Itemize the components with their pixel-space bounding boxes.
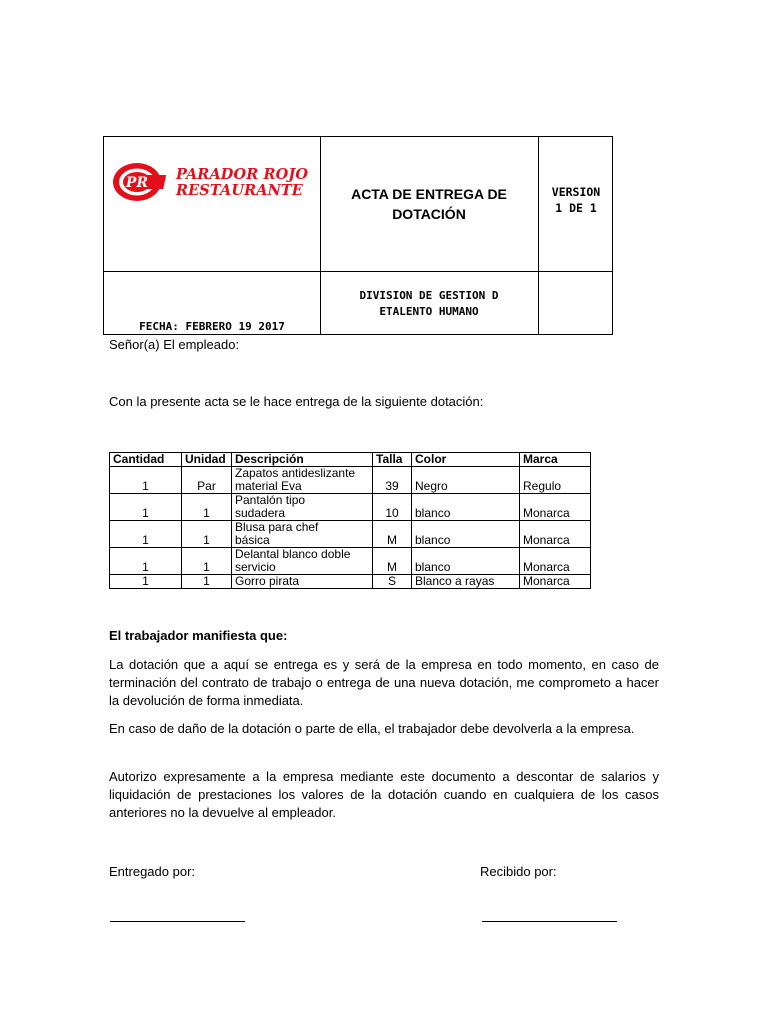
recibido-label: Recibido por:: [480, 864, 557, 879]
dotacion-table: [109, 452, 591, 589]
column-header: Cantidad: [110, 453, 182, 467]
document-title: ACTA DE ENTREGA DE DOTACIÓN: [351, 186, 507, 222]
paragraph: En caso de daño de la dotación o parte de ella, el trabajador debe devolverla a la empresa.: [109, 721, 635, 736]
signature-line: [110, 921, 245, 922]
version-label: VERSION 1 DE 1: [551, 185, 601, 215]
table-row: 1 1 Pantalón tipo sudadera 10 blanco Monarca: [110, 494, 591, 521]
svg-text:PR: PR: [125, 175, 149, 191]
column-header: Color: [412, 453, 520, 467]
manifiesta-heading: El trabajador manifiesta que:: [109, 628, 288, 643]
column-header: Unidad: [182, 453, 232, 467]
column-header: Descripción: [232, 453, 373, 467]
column-header: Talla: [373, 453, 412, 467]
parador-rojo-logo-icon: [110, 157, 174, 207]
paragraph: Autorizo expresamente a la empresa mediante este documento a descontar de salarios y liquidación de prestaciones los valores de la dotación cuando en cualquiera de los casos anteriores no la devuelve al empleador.: [109, 769, 659, 820]
date-label: FECHA: FEBRERO 19 2017: [139, 320, 285, 333]
signature-line: [482, 921, 617, 922]
division-label: DIVISION DE GESTION D ETALENTO HUMANO: [359, 289, 499, 318]
header-divider: [538, 137, 539, 334]
table-header-row: [110, 453, 591, 467]
table-row: 1 1 Blusa para chef básica M blanco Monarca: [110, 521, 591, 548]
greeting: Señor(a) El empleado:: [109, 337, 240, 352]
entregado-label: Entregado por:: [109, 864, 196, 879]
header-divider: [104, 271, 612, 272]
paragraph: La dotación que a aquí se entrega es y será de la empresa en todo momento, en caso de terminación del contrato de trabajo o entrega de una nueva dotación, me comprometo a hacer la devolución de forma inmediata.: [109, 657, 659, 708]
table-row: 1 1 Gorro pirata S Blanco a rayas Monarca: [110, 575, 591, 589]
table-row: 1 1 Delantal blanco doble servicio M blanco Monarca: [110, 548, 591, 575]
table-row: 1 Par Zapatos antideslizante material Eva 39 Negro Regulo: [110, 467, 591, 494]
intro-text: Con la presente acta se le hace entrega de la siguiente dotación:: [109, 394, 484, 409]
company-logo: [110, 157, 310, 207]
logo-text: PARADOR ROJO RESTAURANTE: [176, 166, 309, 199]
column-header: Marca: [520, 453, 591, 467]
